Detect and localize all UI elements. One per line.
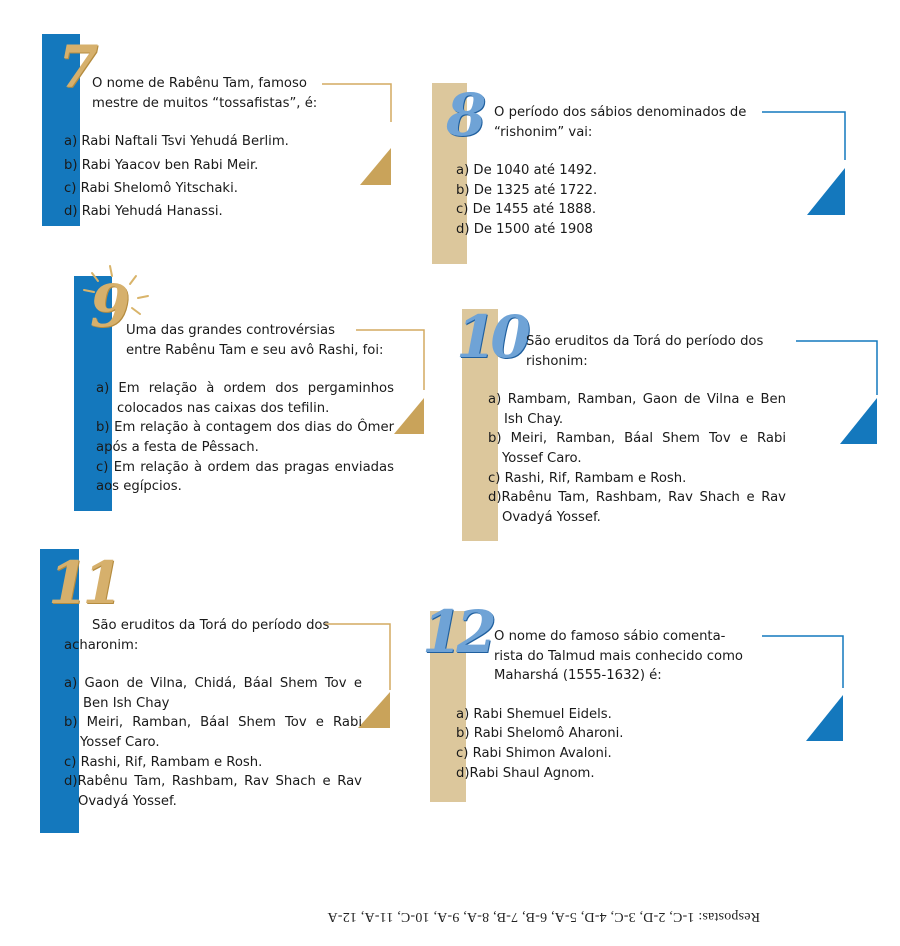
q9-triangle — [394, 398, 424, 434]
q8-block — [456, 103, 756, 240]
q7-option-d: d) Rabi Yehudá Hanassi. — [64, 204, 223, 220]
q12-option-d: d)Rabi Shaul Agnom. — [456, 765, 595, 781]
q12-number: 12 — [422, 598, 491, 666]
q8-triangle — [807, 168, 845, 215]
q12-prompt-line3: Maharshá (1555-1632) é: — [494, 668, 662, 684]
q12-option-b: b) Rabi Shelomô Aharoni. — [456, 726, 624, 742]
q10-option-a: a) Rambam, Ramban, Gaon de Vilna e Ben Ish Chay. — [488, 392, 786, 427]
q12-block — [456, 627, 756, 783]
q10-connector-line — [796, 341, 877, 395]
q8-option-a: a) De 1040 até 1492. — [456, 163, 597, 179]
q9-prompt-line1: Uma das grandes controvérsias — [126, 323, 335, 338]
answer-key: Respostas: 1-C, 2-D, 3-C, 4-D, 5-A, 6-B, 7-B, 8-A, 9-A, 10-C, 11-A, 12-A — [327, 909, 760, 924]
q8-number: 8 — [446, 81, 481, 149]
q7-option-a: a) Rabi Naftali Tsvi Yehudá Berlim. — [64, 134, 289, 150]
q12-option-c: c) Rabi Shimon Avaloni. — [456, 745, 612, 761]
q11-option-d: d)Rabênu Tam, Rashbam, Rav Shach e Rav Ovadyá Yossef. — [64, 774, 362, 809]
q9-option-c: c) Em relação à ordem das pragas enviadas aos egípcios. — [96, 459, 394, 495]
q7-option-c: c) Rabi Shelomô Yitschaki. — [64, 180, 238, 196]
q7-triangle — [360, 148, 391, 185]
q12-connector-line — [762, 636, 843, 688]
q11-prompt-line1: São eruditos da Torá do período dos — [92, 618, 330, 633]
q7-connector-line — [322, 84, 391, 122]
q11-block — [64, 616, 362, 811]
q11-option-b: b) Meiri, Ramban, Báal Shem Tov e Rabi Yossef Caro. — [64, 715, 362, 750]
q7-option-b: b) Rabi Yaacov ben Rabi Meir. — [64, 157, 259, 173]
q10-block — [488, 332, 786, 527]
q7-block — [64, 74, 324, 222]
q9-number: 9 — [90, 272, 125, 340]
q8-connector-line — [762, 112, 845, 160]
q8-option-c: c) De 1455 até 1888. — [456, 202, 597, 218]
q12-option-a: a) Rabi Shemuel Eidels. — [456, 706, 612, 722]
q11-number: 11 — [48, 549, 117, 617]
q8-option-d: d) De 1500 até 1908 — [456, 221, 594, 237]
q8-prompt-line1: O período dos sábios denominados de — [494, 105, 747, 120]
q7-prompt-line1: O nome de Rabênu Tam, famoso — [92, 76, 307, 91]
q10-option-b: b) Meiri, Ramban, Báal Shem Tov e Rabi Yossef Caro. — [488, 431, 786, 466]
q8-option-b: b) De 1325 até 1722. — [456, 182, 598, 198]
q7-prompt-line2: mestre de muitos “tossafistas”, é: — [92, 95, 318, 111]
q9-prompt-line2: entre Rabênu Tam e seu avô Rashi, foi: — [126, 342, 384, 358]
q9-block — [96, 321, 394, 497]
q10-option-d: d)Rabênu Tam, Rashbam, Rav Shach e Rav Ovadyá Yossef. — [488, 490, 786, 525]
q8-prompt-line2: “rishonim” vai: — [494, 124, 593, 140]
q10-prompt-line2: rishonim: — [526, 353, 588, 369]
q9-option-b: b) Em relação à contagem dos dias do Ômer após a festa de Pêssach. — [96, 420, 394, 455]
q7-number: 7 — [58, 33, 93, 101]
q9-option-a: a) Em relação à ordem dos pergaminhos colocados nas caixas dos tefilin. — [96, 381, 394, 416]
q10-option-c: c) Rashi, Rif, Rambam e Rosh. — [488, 470, 687, 486]
q12-prompt-line2: rista do Talmud mais conhecido como — [494, 648, 743, 664]
q11-option-a: a) Gaon de Vilna, Chidá, Báal Shem Tov e Ben Ish Chay — [64, 676, 362, 711]
q11-option-c: c) Rashi, Rif, Rambam e Rosh. — [64, 754, 263, 770]
q11-prompt-line2: acharonim: — [64, 637, 139, 653]
q12-triangle — [806, 695, 843, 741]
q10-triangle — [840, 398, 877, 444]
q11-triangle — [358, 692, 390, 728]
q12-prompt-line1: O nome do famoso sábio comenta- — [494, 629, 726, 644]
q10-number: 10 — [456, 303, 525, 371]
q10-prompt-line1: São eruditos da Torá do período dos — [526, 334, 764, 349]
